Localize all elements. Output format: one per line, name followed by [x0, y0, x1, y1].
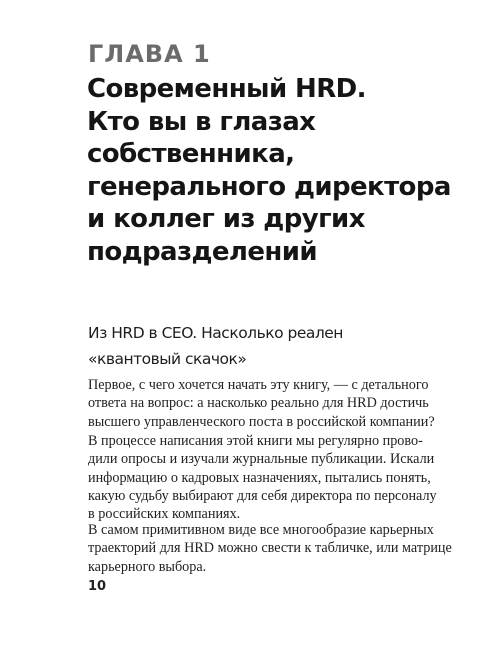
chapter-title	[87, 73, 451, 268]
chapter-label: ГЛАВА 1	[88, 40, 211, 68]
section-heading-line: «квантовый скачок»	[88, 350, 247, 368]
paragraph-line: в российских компаниях.	[88, 506, 241, 523]
chapter-title-line: Современный HRD.	[87, 74, 366, 104]
paragraph-line: какую судьбу выбирают для себя директора по персоналу	[88, 487, 437, 504]
paragraph-line: высшего управленческого поста в российской компании?	[88, 413, 435, 430]
section-heading-line: Из HRD в CEO. Насколько реален	[88, 324, 343, 342]
section-heading	[88, 320, 343, 372]
paragraph-line: карьерного выбора.	[88, 558, 207, 575]
paragraph-line: В самом примитивном виде все многообразие карьерных	[88, 522, 434, 538]
chapter-title-line: Кто вы в глазах	[87, 106, 316, 137]
paragraph-3	[88, 521, 452, 576]
chapter-title-line: собственника,	[87, 139, 295, 169]
paragraph-2	[88, 432, 437, 523]
paragraph-line: ответа на вопрос: а насколько реально для HRD достичь	[88, 395, 429, 412]
paragraph-line: В процессе написания этой книги мы регулярно прово-	[88, 433, 423, 449]
paragraph-line: Первое, с чего хочется начать эту книгу, — с детального	[88, 377, 429, 393]
page-number: 10	[88, 579, 107, 594]
paragraph-1	[88, 376, 435, 431]
paragraph-line: дили опросы и изучали журнальные публикации. Искали	[88, 451, 435, 468]
chapter-title-line: и коллег из других	[87, 204, 365, 234]
paragraph-line: информацию о кадровых назначениях, пытались понять,	[88, 469, 431, 486]
paragraph-line: траекторий для HRD можно свести к табличке, или матрице	[88, 540, 452, 557]
chapter-title-line: генерального директора	[87, 171, 451, 202]
chapter-title-line: подразделений	[87, 236, 317, 267]
